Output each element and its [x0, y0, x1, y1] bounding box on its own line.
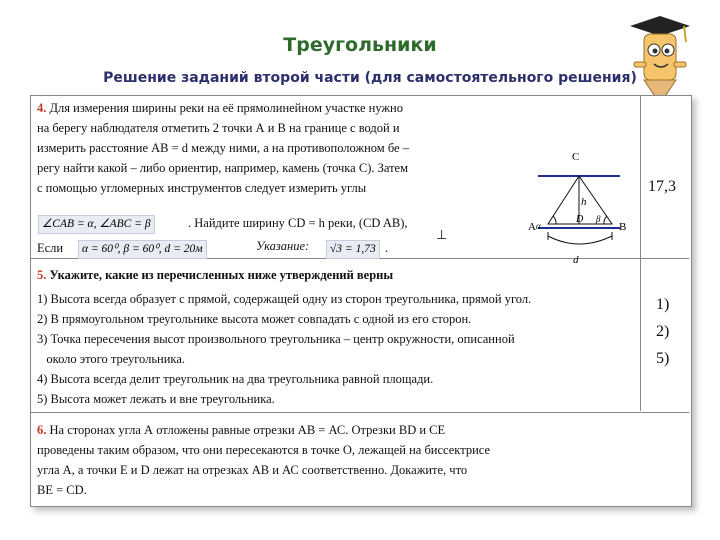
task5-text	[37, 265, 531, 409]
values-formula: α = 60⁰, β = 60⁰, d = 20м	[78, 240, 207, 259]
task5-item: около этого треугольника.	[37, 352, 185, 366]
task5-answer: 5)	[656, 350, 670, 367]
row-divider	[31, 412, 689, 413]
task4-line: регу найти какой – либо ориентир, например, камень (точка С). Затем	[37, 161, 409, 175]
task4-line: с помощью угломерных инструментов следует измерить углы	[37, 181, 367, 195]
task5-answer: 1)	[656, 296, 670, 313]
task4-text	[37, 98, 409, 198]
task6-line: проведены таким образом, что они пересекаются в точке О, лежащей на биссектрисе	[37, 443, 491, 457]
perpendicular-icon: ⊥	[436, 227, 448, 242]
task4-number: 4.	[37, 101, 47, 115]
task6-line: BE = CD.	[37, 483, 87, 497]
task5-item: 5) Высота может лежать и вне треугольника.	[37, 392, 275, 406]
label-C: C	[572, 151, 580, 163]
task5-number: 5.	[37, 268, 47, 282]
task4-line: измерить расстояние АВ = d между ними, а на противоположном бе –	[37, 141, 409, 155]
hint-tail: .	[385, 241, 389, 255]
task6-number: 6.	[37, 423, 47, 437]
label-h: h	[581, 196, 587, 208]
river-diagram	[520, 140, 638, 265]
task5-item: 3) Точка пересечения высот произвольного треугольника – центр окружности, описанной	[37, 332, 515, 346]
task6-line: угла А, а точки Е и D лежат на отрезках АВ и АС соответственно. Докажите, что	[37, 463, 468, 477]
label-D: D	[576, 214, 584, 225]
task6-text	[37, 420, 490, 500]
label-B: B	[619, 221, 627, 233]
label-beta: β	[596, 214, 601, 224]
label-A: A	[528, 221, 536, 233]
task5-answer: 2)	[656, 323, 670, 340]
hint-label: Указание:	[256, 239, 310, 253]
task4-find-text: . Найдите ширину CD = h реки, (CD AB),	[188, 216, 408, 230]
task5-heading: Укажите, какие из перечисленных ниже утверждений верны	[49, 268, 394, 282]
task5-item: 4) Высота всегда делит треугольник на два треугольника равной площади.	[37, 372, 434, 386]
task5-item: 1) Высота всегда образует с прямой, содержащей одну из сторон треугольника, прямой угол.	[37, 292, 532, 306]
pencil-mascot-icon	[612, 12, 692, 107]
task5-item: 2) В прямоугольном треугольнике высота может совпадать с одной из его сторон.	[37, 312, 472, 326]
task4-answer: 17,3	[648, 178, 676, 195]
task4-if-label: Если	[37, 241, 64, 255]
hint-formula: √3 = 1,73	[326, 240, 380, 259]
slide-subtitle: Решение заданий второй части (для самостоятельного решения)	[103, 70, 637, 86]
angles-formula: ∠CAB = α, ∠ABC = β	[38, 215, 155, 234]
slide-title: Треугольники	[283, 34, 437, 56]
task4-line: на берегу наблюдателя отметить 2 точки А и В на границе с водой и	[37, 121, 400, 135]
task4-line: Для измерения ширины реки на её прямолинейном участке нужно	[49, 101, 403, 115]
task6-line: На сторонах угла А отложены равные отрезки АВ = АС. Отрезки BD и СЕ	[49, 423, 446, 437]
label-d: d	[573, 254, 579, 265]
label-alpha: α	[536, 221, 541, 231]
